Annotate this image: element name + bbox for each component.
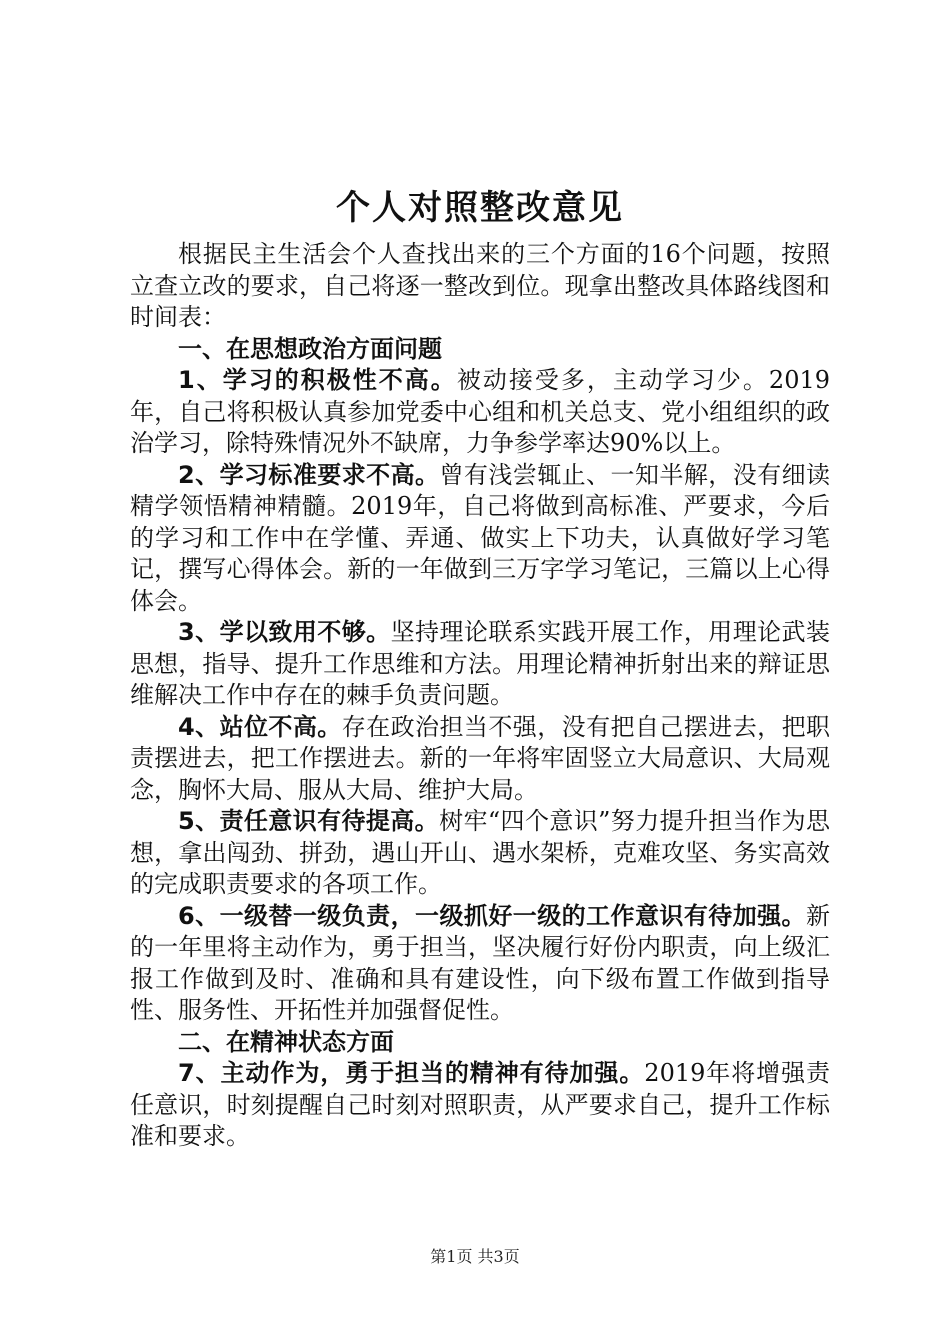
item-body: 树牢“四个意识”努力提升担当作为思想，拿出闯劲、拼劲，遇山开山、遇水架桥，克难攻坚、务实高效的完成职责要求的各项工作。 bbox=[130, 807, 830, 898]
item-lead: 2、学习标准要求不高。 bbox=[178, 460, 440, 489]
page-footer: 第1页 共3页 bbox=[430, 1247, 520, 1266]
item-paragraph-1 bbox=[130, 365, 830, 460]
item-body: 2019年将增强责任意识，时刻提醒自己时刻对照职责，从严要求自己，提升工作标准和要求。 bbox=[130, 1059, 831, 1150]
item-paragraph-5 bbox=[130, 806, 830, 901]
item-lead: 6、一级替一级负责，一级抓好一级的工作意识有待加强。 bbox=[178, 901, 806, 930]
item-body: 存在政治担当不强，没有把自己摆进去，把职责摆进去，把工作摆进去。新的一年将牢固竖立大局意识、大局观念，胸怀大局、服从大局、维护大局。 bbox=[130, 712, 831, 804]
item-paragraph-3 bbox=[130, 617, 830, 712]
item-body: 新的一年里将主动作为，勇于担当，坚决履行好份内职责，向上级汇报工作做到及时、准确和具有建设性，向下级布置工作做到指导性、服务性、开拓性并加强督促性。 bbox=[130, 901, 830, 1024]
section-heading-1: 一、在思想政治方面问题 bbox=[178, 334, 442, 363]
item-body: 坚持理论联系实践开展工作，用理论武装思想，指导、提升工作思维和方法。用理论精神折射出来的辩证思维解决工作中存在的棘手负责问题。 bbox=[130, 618, 830, 709]
item-lead: 7、主动作为，勇于担当的精神有待加强。 bbox=[178, 1059, 645, 1087]
intro-paragraph: 根据民主生活会个人查找出来的三个方面的16个问题，按照立查立改的要求，自己将逐一整改到位。现拿出整改具体路线图和时间表： bbox=[130, 240, 830, 331]
item-lead: 1、学习的积极性不高。 bbox=[178, 366, 457, 394]
document-title: 个人对照整改意见 bbox=[336, 188, 624, 228]
item-body: 被动接受多，主动学习少。2019年，自己将积极认真参加党委中心组和机关总支、党小组组织的政治学习，除特殊情况外不缺席，力争参学率达90%以上。 bbox=[130, 366, 831, 457]
item-lead: 5、责任意识有待提高。 bbox=[178, 807, 440, 835]
item-paragraph-7 bbox=[130, 1058, 830, 1153]
item-paragraph-2 bbox=[130, 460, 830, 618]
section-heading-2: 二、在精神状态方面 bbox=[178, 1027, 394, 1056]
item-body: 曾有浅尝辄止、一知半解，没有细读精学领悟精神精髓。2019年，自己将做到高标准、严要求，今后的学习和工作中在学懂、弄通、做实上下功夫，认真做好学习笔记，撰写心得体会。新的一年做到三万字学习笔记，三篇以上心得体会。 bbox=[130, 460, 831, 615]
item-lead: 4、站位不高。 bbox=[178, 712, 342, 741]
item-paragraph-4 bbox=[130, 712, 830, 807]
item-paragraph-6 bbox=[130, 901, 830, 1027]
document-body bbox=[130, 183, 830, 1153]
item-lead: 3、学以致用不够。 bbox=[178, 618, 391, 646]
